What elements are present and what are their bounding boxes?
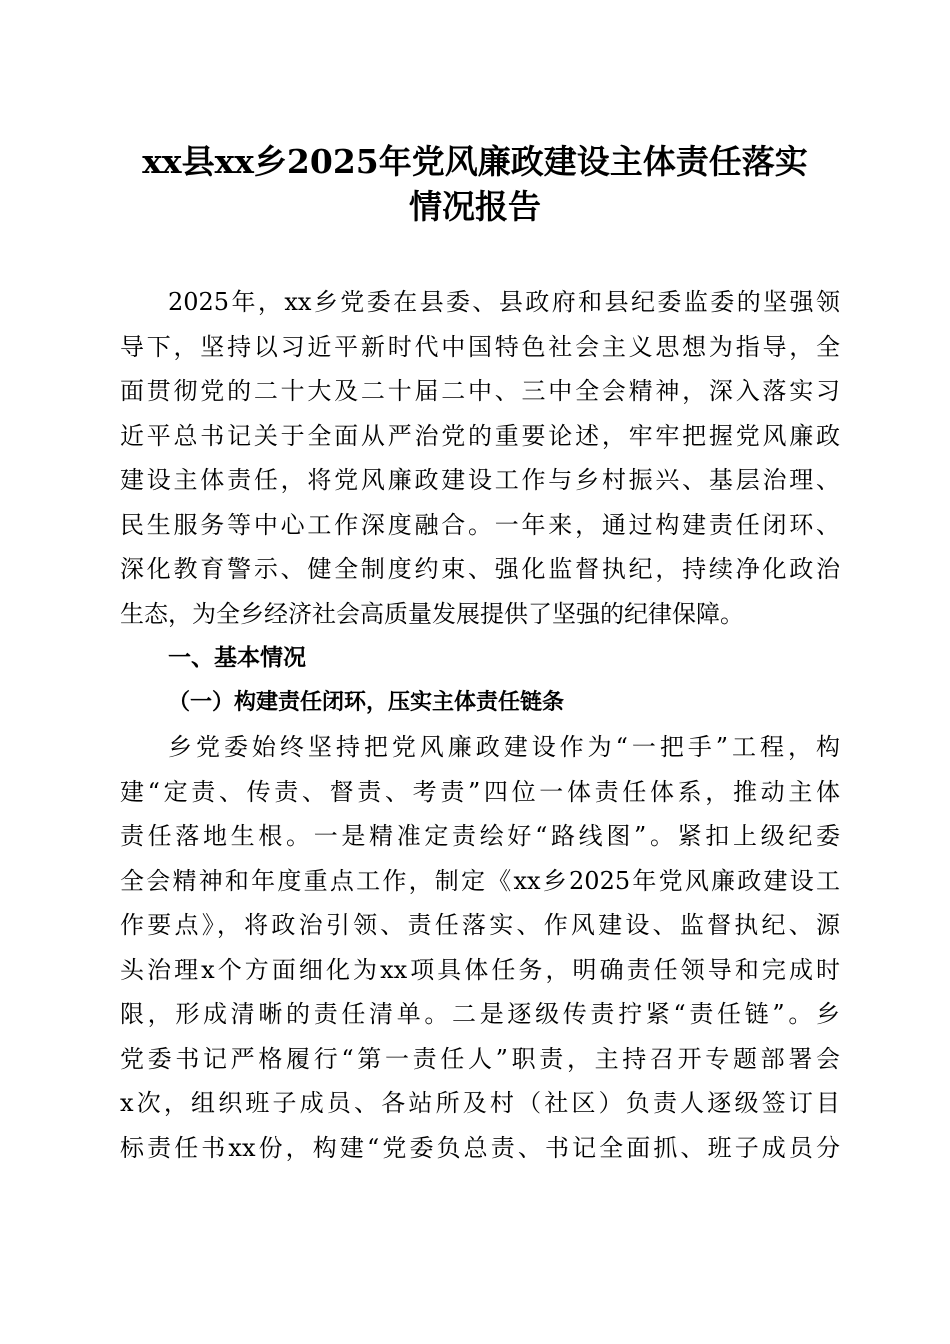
text-line: 头治理x个方面细化为xx项具体任务，明确责任领导和完成时 bbox=[120, 955, 840, 984]
text-line: 限，形成清晰的责任清单。二是逐级传责拧紧“责任链”。乡 bbox=[120, 1000, 840, 1028]
text-line: 近平总书记关于全面从严治党的重要论述，牢牢把握党风廉政 bbox=[120, 421, 840, 450]
text-line: 建“定责、传责、督责、考责”四位一体责任体系，推动主体 bbox=[120, 777, 840, 806]
text-line: 乡党委始终坚持把党风廉政建设作为“一把手”工程，构 bbox=[168, 733, 840, 761]
text-line: 面贯彻党的二十大及二十届二中、三中全会精神，深入落实习 bbox=[120, 377, 840, 405]
text-line: 建设主体责任，将党风廉政建设工作与乡村振兴、基层治理、 bbox=[120, 466, 840, 494]
document-body bbox=[120, 280, 840, 1170]
text-line: 标责任书xx份，构建“党委负总责、书记全面抓、班子成员分 bbox=[120, 1133, 840, 1162]
text-line: 全会精神和年度重点工作，制定《xx乡2025年党风廉政建设工 bbox=[120, 866, 840, 895]
text-line: 导下，坚持以习近平新时代中国特色社会主义思想为指导，全 bbox=[120, 332, 840, 361]
text-line: 2025年，xx乡党委在县委、县政府和县纪委监委的坚强领 bbox=[168, 288, 840, 316]
text-line: 作要点》，将政治引领、责任落实、作风建设、监督执纪、源 bbox=[120, 911, 840, 939]
document-title-line-2: 情况报告 bbox=[409, 187, 541, 226]
text-line: 深化教育警示、健全制度约束、强化监督执纪，持续净化政治 bbox=[120, 555, 840, 583]
text-line: 责任落地生根。一是精准定责绘好“路线图”。紧扣上级纪委 bbox=[120, 822, 840, 850]
section-paragraph bbox=[120, 725, 840, 1170]
text-line: 党委书记严格履行“第一责任人”职责，主持召开专题部署会 bbox=[120, 1044, 840, 1073]
subsection-heading: （一）构建责任闭环，压实主体责任链条 bbox=[168, 689, 565, 715]
intro-paragraph bbox=[120, 280, 840, 636]
text-line: 生态，为全乡经济社会高质量发展提供了坚强的纪律保障。 bbox=[120, 599, 744, 628]
text-line: x次，组织班子成员、各站所及村（社区）负责人逐级签订目 bbox=[120, 1089, 840, 1117]
document-title-line-1: xx县xx乡2025年党风廉政建设主体责任落实 bbox=[142, 142, 808, 181]
section-heading: 一、基本情况 bbox=[168, 645, 306, 671]
text-line: 民生服务等中心工作深度融合。一年来，通过构建责任闭环、 bbox=[120, 510, 840, 539]
